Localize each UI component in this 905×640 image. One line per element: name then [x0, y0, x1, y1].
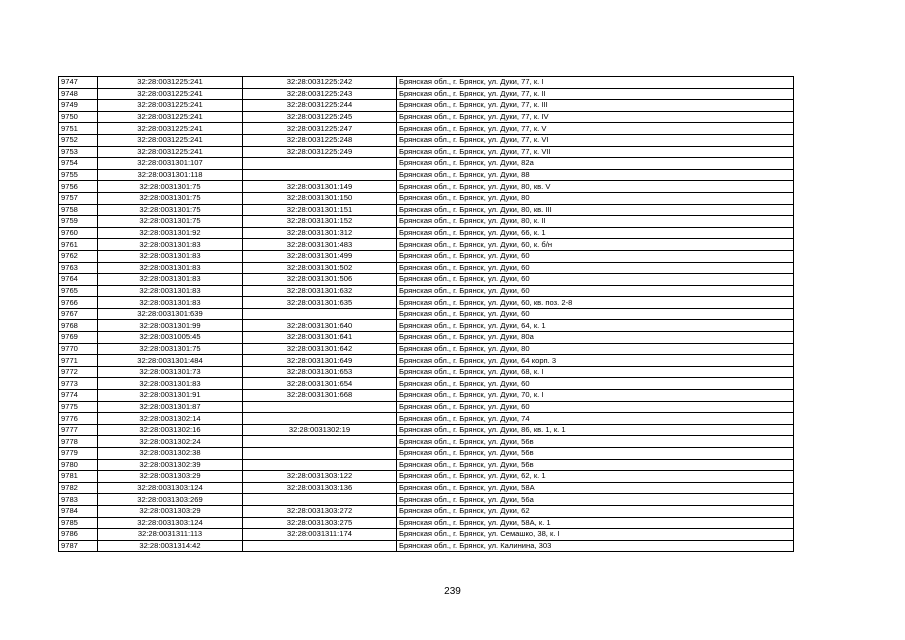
cell-row-number: 9755 [59, 169, 98, 181]
table-row [59, 390, 794, 402]
table-row [59, 413, 794, 425]
cell-object-number: 32:28:0031225:248 [243, 134, 397, 146]
cell-row-number: 9747 [59, 77, 98, 89]
cell-row-number: 9766 [59, 297, 98, 309]
cell-object-number: 32:28:0031303:136 [243, 482, 397, 494]
table-row [59, 192, 794, 204]
cell-row-number: 9762 [59, 250, 98, 262]
cell-object-number: 32:28:0031301:640 [243, 320, 397, 332]
cell-object-number [243, 459, 397, 471]
cell-address: Брянская обл., г. Брянск, ул. Дуки, 70, к. I [397, 390, 794, 402]
cell-parcel-number: 32:28:0031225:241 [98, 111, 243, 123]
cell-address: Брянская обл., г. Брянск, ул. Дуки, 77, к. V [397, 123, 794, 135]
cell-address: Брянская обл., г. Брянск, ул. Дуки, 80 [397, 343, 794, 355]
cell-parcel-number: 32:28:0031301:83 [98, 274, 243, 286]
cell-row-number: 9750 [59, 111, 98, 123]
cell-parcel-number: 32:28:0031301:83 [98, 239, 243, 251]
cell-object-number: 32:28:0031225:249 [243, 146, 397, 158]
cell-parcel-number: 32:28:0031225:241 [98, 77, 243, 89]
cell-row-number: 9761 [59, 239, 98, 251]
cell-parcel-number: 32:28:0031314:42 [98, 540, 243, 552]
cell-object-number [243, 413, 397, 425]
cell-address: Брянская обл., г. Брянск, ул. Дуки, 60 [397, 274, 794, 286]
cell-object-number: 32:28:0031225:245 [243, 111, 397, 123]
cell-row-number: 9778 [59, 436, 98, 448]
cell-parcel-number: 32:28:0031303:29 [98, 471, 243, 483]
cell-address: Брянская обл., г. Брянск, ул. Дуки, 88 [397, 169, 794, 181]
cell-object-number [243, 169, 397, 181]
table-row [59, 77, 794, 89]
cell-row-number: 9777 [59, 424, 98, 436]
cell-object-number: 32:28:0031301:499 [243, 250, 397, 262]
table-row [59, 239, 794, 251]
cell-object-number: 32:28:0031301:635 [243, 297, 397, 309]
cell-row-number: 9767 [59, 308, 98, 320]
cell-address: Брянская обл., г. Брянск, ул. Дуки, 74 [397, 413, 794, 425]
cell-parcel-number: 32:28:0031301:99 [98, 320, 243, 332]
cell-row-number: 9783 [59, 494, 98, 506]
table-row [59, 401, 794, 413]
cell-parcel-number: 32:28:0031301:83 [98, 297, 243, 309]
cell-object-number [243, 308, 397, 320]
cell-object-number [243, 494, 397, 506]
table-row [59, 227, 794, 239]
cell-object-number: 32:28:0031301:150 [243, 192, 397, 204]
cell-address: Брянская обл., г. Брянск, ул. Дуки, 62, к. 1 [397, 471, 794, 483]
table-row [59, 250, 794, 262]
table-row [59, 320, 794, 332]
cell-parcel-number: 32:28:0031301:75 [98, 204, 243, 216]
cell-address: Брянская обл., г. Брянск, ул. Семашко, 38, к. I [397, 529, 794, 541]
table-row [59, 216, 794, 228]
table-row [59, 378, 794, 390]
table-row [59, 146, 794, 158]
table-row [59, 494, 794, 506]
cell-parcel-number: 32:28:0031225:241 [98, 123, 243, 135]
cell-parcel-number: 32:28:0031311:113 [98, 529, 243, 541]
cell-address: Брянская обл., г. Брянск, ул. Дуки, 56в [397, 459, 794, 471]
table-row [59, 459, 794, 471]
table-row [59, 111, 794, 123]
cell-parcel-number: 32:28:0031303:269 [98, 494, 243, 506]
cell-object-number: 32:28:0031301:654 [243, 378, 397, 390]
cell-parcel-number: 32:28:0031301:75 [98, 216, 243, 228]
cell-object-number: 32:28:0031301:483 [243, 239, 397, 251]
table-row [59, 332, 794, 344]
cell-parcel-number: 32:28:0031301:83 [98, 250, 243, 262]
table-row [59, 540, 794, 552]
cell-row-number: 9780 [59, 459, 98, 471]
cell-parcel-number: 32:28:0031301:83 [98, 262, 243, 274]
cell-row-number: 9768 [59, 320, 98, 332]
cell-object-number: 32:28:0031302:19 [243, 424, 397, 436]
cell-row-number: 9769 [59, 332, 98, 344]
cell-parcel-number: 32:28:0031302:38 [98, 448, 243, 460]
cell-parcel-number: 32:28:0031225:241 [98, 88, 243, 100]
cell-address: Брянская обл., г. Брянск, ул. Дуки, 86, кв. 1, к. 1 [397, 424, 794, 436]
cell-address: Брянская обл., г. Брянск, ул. Дуки, 80, кв. V [397, 181, 794, 193]
cell-object-number [243, 436, 397, 448]
table-row [59, 366, 794, 378]
cell-parcel-number: 32:28:0031303:29 [98, 505, 243, 517]
table-row [59, 355, 794, 367]
cell-address: Брянская обл., г. Брянск, ул. Дуки, 56в [397, 436, 794, 448]
cell-object-number: 32:28:0031301:506 [243, 274, 397, 286]
cell-row-number: 9756 [59, 181, 98, 193]
cell-row-number: 9754 [59, 158, 98, 170]
cell-parcel-number: 32:28:0031301:75 [98, 181, 243, 193]
cell-address: Брянская обл., г. Брянск, ул. Калинина, 303 [397, 540, 794, 552]
cell-address: Брянская обл., г. Брянск, ул. Дуки, 68, к. I [397, 366, 794, 378]
cell-address: Брянская обл., г. Брянск, ул. Дуки, 58А, к. 1 [397, 517, 794, 529]
cell-parcel-number: 32:28:0031301:75 [98, 343, 243, 355]
cell-object-number: 32:28:0031225:242 [243, 77, 397, 89]
cell-object-number: 32:28:0031301:502 [243, 262, 397, 274]
cell-object-number: 32:28:0031301:642 [243, 343, 397, 355]
cell-row-number: 9753 [59, 146, 98, 158]
cell-parcel-number: 32:28:0031225:241 [98, 100, 243, 112]
cell-parcel-number: 32:28:0031005:45 [98, 332, 243, 344]
cell-row-number: 9774 [59, 390, 98, 402]
page-number: 239 [444, 586, 461, 597]
cell-address: Брянская обл., г. Брянск, ул. Дуки, 80, к. II [397, 216, 794, 228]
cell-address: Брянская обл., г. Брянск, ул. Дуки, 66, к. 1 [397, 227, 794, 239]
table-row [59, 204, 794, 216]
table-row [59, 529, 794, 541]
cell-row-number: 9784 [59, 505, 98, 517]
cell-address: Брянская обл., г. Брянск, ул. Дуки, 77, к. II [397, 88, 794, 100]
cell-address: Брянская обл., г. Брянск, ул. Дуки, 60 [397, 285, 794, 297]
cell-row-number: 9772 [59, 366, 98, 378]
cell-parcel-number: 32:28:0031301:73 [98, 366, 243, 378]
cell-row-number: 9786 [59, 529, 98, 541]
cell-row-number: 9773 [59, 378, 98, 390]
cell-parcel-number: 32:28:0031301:107 [98, 158, 243, 170]
cell-object-number: 32:28:0031301:149 [243, 181, 397, 193]
cell-address: Брянская обл., г. Брянск, ул. Дуки, 56а [397, 494, 794, 506]
table-row [59, 436, 794, 448]
table-row [59, 308, 794, 320]
table-row [59, 274, 794, 286]
cell-parcel-number: 32:28:0031302:16 [98, 424, 243, 436]
table-row [59, 448, 794, 460]
cell-address: Брянская обл., г. Брянск, ул. Дуки, 77, к. I [397, 77, 794, 89]
table-row [59, 123, 794, 135]
cell-address: Брянская обл., г. Брянск, ул. Дуки, 77, к. VI [397, 134, 794, 146]
cell-row-number: 9787 [59, 540, 98, 552]
cell-parcel-number: 32:28:0031302:14 [98, 413, 243, 425]
cell-row-number: 9757 [59, 192, 98, 204]
cell-row-number: 9752 [59, 134, 98, 146]
cell-row-number: 9758 [59, 204, 98, 216]
cell-address: Брянская обл., г. Брянск, ул. Дуки, 80а [397, 332, 794, 344]
cell-object-number: 32:28:0031311:174 [243, 529, 397, 541]
table-row [59, 262, 794, 274]
cell-address: Брянская обл., г. Брянск, ул. Дуки, 60 [397, 262, 794, 274]
cell-parcel-number: 32:28:0031301:92 [98, 227, 243, 239]
table-row [59, 100, 794, 112]
table-row [59, 169, 794, 181]
cell-row-number: 9751 [59, 123, 98, 135]
cell-parcel-number: 32:28:0031225:241 [98, 146, 243, 158]
table-row [59, 297, 794, 309]
cell-parcel-number: 32:28:0031302:39 [98, 459, 243, 471]
cell-row-number: 9781 [59, 471, 98, 483]
cell-object-number [243, 401, 397, 413]
cell-address: Брянская обл., г. Брянск, ул. Дуки, 58А [397, 482, 794, 494]
cell-object-number [243, 448, 397, 460]
cell-row-number: 9749 [59, 100, 98, 112]
cell-object-number [243, 158, 397, 170]
cell-address: Брянская обл., г. Брянск, ул. Дуки, 60 [397, 250, 794, 262]
cell-address: Брянская обл., г. Брянск, ул. Дуки, 60 [397, 378, 794, 390]
cell-object-number: 32:28:0031301:152 [243, 216, 397, 228]
cell-address: Брянская обл., г. Брянск, ул. Дуки, 60 [397, 308, 794, 320]
cell-parcel-number: 32:28:0031301:87 [98, 401, 243, 413]
cell-address: Брянская обл., г. Брянск, ул. Дуки, 60 [397, 401, 794, 413]
table-row [59, 158, 794, 170]
cell-address: Брянская обл., г. Брянск, ул. Дуки, 80, кв. III [397, 204, 794, 216]
cell-parcel-number: 32:28:0031302:24 [98, 436, 243, 448]
cell-row-number: 9771 [59, 355, 98, 367]
cell-object-number: 32:28:0031303:275 [243, 517, 397, 529]
cell-row-number: 9765 [59, 285, 98, 297]
cell-parcel-number: 32:28:0031301:83 [98, 378, 243, 390]
cell-row-number: 9760 [59, 227, 98, 239]
cell-object-number: 32:28:0031225:243 [243, 88, 397, 100]
cell-object-number: 32:28:0031225:247 [243, 123, 397, 135]
cell-object-number: 32:28:0031301:641 [243, 332, 397, 344]
cell-row-number: 9776 [59, 413, 98, 425]
cell-object-number: 32:28:0031301:653 [243, 366, 397, 378]
cell-object-number: 32:28:0031301:649 [243, 355, 397, 367]
cell-row-number: 9763 [59, 262, 98, 274]
table-row [59, 424, 794, 436]
cell-address: Брянская обл., г. Брянск, ул. Дуки, 62 [397, 505, 794, 517]
cell-address: Брянская обл., г. Брянск, ул. Дуки, 77, к. III [397, 100, 794, 112]
cell-row-number: 9775 [59, 401, 98, 413]
cell-address: Брянская обл., г. Брянск, ул. Дуки, 77, к. IV [397, 111, 794, 123]
cell-object-number: 32:28:0031301:151 [243, 204, 397, 216]
cell-parcel-number: 32:28:0031301:75 [98, 192, 243, 204]
cell-address: Брянская обл., г. Брянск, ул. Дуки, 64, к. 1 [397, 320, 794, 332]
cell-row-number: 9782 [59, 482, 98, 494]
cell-row-number: 9785 [59, 517, 98, 529]
cell-address: Брянская обл., г. Брянск, ул. Дуки, 60, кв. поз. 2-8 [397, 297, 794, 309]
cell-parcel-number: 32:28:0031225:241 [98, 134, 243, 146]
cell-row-number: 9770 [59, 343, 98, 355]
cell-parcel-number: 32:28:0031301:118 [98, 169, 243, 181]
cell-parcel-number: 32:28:0031303:124 [98, 517, 243, 529]
table-row [59, 505, 794, 517]
cell-object-number [243, 540, 397, 552]
cell-object-number: 32:28:0031301:632 [243, 285, 397, 297]
cell-object-number: 32:28:0031225:244 [243, 100, 397, 112]
cell-parcel-number: 32:28:0031301:83 [98, 285, 243, 297]
cell-address: Брянская обл., г. Брянск, ул. Дуки, 56в [397, 448, 794, 460]
table-row [59, 471, 794, 483]
cell-row-number: 9748 [59, 88, 98, 100]
cell-address: Брянская обл., г. Брянск, ул. Дуки, 64 корп. 3 [397, 355, 794, 367]
table-row [59, 517, 794, 529]
table-row [59, 134, 794, 146]
cell-row-number: 9759 [59, 216, 98, 228]
table-row [59, 343, 794, 355]
table-row [59, 181, 794, 193]
cell-row-number: 9779 [59, 448, 98, 460]
cell-object-number: 32:28:0031301:668 [243, 390, 397, 402]
cell-address: Брянская обл., г. Брянск, ул. Дуки, 77, к. VII [397, 146, 794, 158]
cell-object-number: 32:28:0031301:312 [243, 227, 397, 239]
table-row [59, 285, 794, 297]
cell-object-number: 32:28:0031303:272 [243, 505, 397, 517]
table-row [59, 88, 794, 100]
cell-parcel-number: 32:28:0031301:91 [98, 390, 243, 402]
cell-address: Брянская обл., г. Брянск, ул. Дуки, 60, к. б/н [397, 239, 794, 251]
cell-object-number: 32:28:0031303:122 [243, 471, 397, 483]
cell-row-number: 9764 [59, 274, 98, 286]
cell-parcel-number: 32:28:0031303:124 [98, 482, 243, 494]
cell-address: Брянская обл., г. Брянск, ул. Дуки, 80 [397, 192, 794, 204]
table-body [59, 77, 794, 552]
cell-parcel-number: 32:28:0031301:484 [98, 355, 243, 367]
cell-address: Брянская обл., г. Брянск, ул. Дуки, 82а [397, 158, 794, 170]
cadastral-table [58, 76, 794, 552]
cell-parcel-number: 32:28:0031301:639 [98, 308, 243, 320]
table-row [59, 482, 794, 494]
